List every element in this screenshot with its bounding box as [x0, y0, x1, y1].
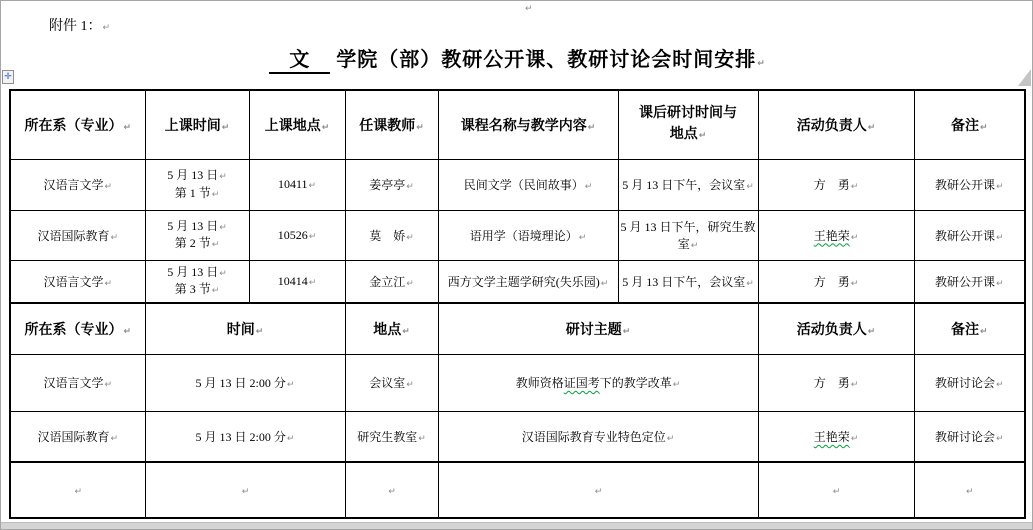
- paragraph-mark-icon: ↵: [995, 182, 1004, 192]
- cell-teacher: [345, 210, 438, 260]
- paragraph-mark-icon: ↵: [286, 433, 295, 444]
- cell-text: 汉语国际教育: [37, 228, 110, 243]
- cell-class-time: [145, 159, 249, 210]
- cell-place: [345, 411, 438, 462]
- cell-after-discussion: [618, 210, 758, 260]
- paragraph-mark-icon: ↵: [104, 182, 113, 192]
- cell-empty: [345, 462, 438, 518]
- paragraph-mark-icon: ↵: [622, 326, 631, 337]
- cell-text: 方 勇: [813, 274, 850, 289]
- paragraph-mark-icon: ↵: [867, 122, 876, 133]
- paragraph-mark-icon: ↵: [600, 278, 609, 289]
- cell-after-discussion: [618, 260, 758, 303]
- header-teacher-text: 任课教师: [359, 118, 416, 134]
- cell-topic: [438, 411, 758, 462]
- cell-after-discussion: [618, 159, 758, 210]
- cell-text: 教研公开课: [934, 178, 995, 192]
- cell-text: 10414: [277, 273, 308, 288]
- title-underlined-blank: 文: [269, 43, 330, 74]
- paragraph-mark-icon: ↵: [594, 486, 603, 497]
- cell-room: [249, 260, 345, 303]
- header-class-room: [249, 90, 345, 159]
- cell-text-spellchecked: 王艳荣: [813, 228, 850, 243]
- paragraph-mark-icon: ↵: [219, 222, 227, 233]
- cell-dept: [10, 260, 145, 303]
- cell-text: 西方文学主题学研究(失乐园): [447, 274, 600, 289]
- paragraph-mark-icon: ↵: [308, 181, 317, 191]
- cell-note: [914, 260, 1025, 303]
- cell-text: 会议室: [369, 376, 406, 390]
- cell-period: [148, 185, 247, 202]
- paragraph-mark-icon: ↵: [219, 268, 227, 279]
- paragraph-mark-icon: ↵: [211, 286, 220, 297]
- header-place-text: 地点: [373, 322, 402, 338]
- cell-empty: [438, 462, 758, 518]
- page-title: [1, 43, 1033, 74]
- cell-text-spellchecked: 王艳荣: [813, 429, 850, 444]
- paragraph-mark-icon: ↵: [221, 122, 230, 133]
- paragraph-mark-icon: ↵: [219, 172, 227, 183]
- cell-text: 汉语言文学: [43, 274, 104, 289]
- cell-dept: [10, 159, 145, 210]
- header-after-line2: [621, 125, 756, 145]
- cell-text: 第 2 节: [174, 236, 211, 250]
- cell-room: [249, 159, 345, 210]
- cell-empty: [10, 462, 145, 518]
- discussion-header-row: [10, 303, 1025, 354]
- cell-period: [148, 235, 247, 252]
- cell-text: 语用学（语境理论）: [469, 228, 578, 243]
- cell-text: 方 勇: [813, 178, 850, 192]
- paragraph-mark-icon: ↵: [123, 122, 132, 133]
- cell-teacher: [345, 159, 438, 210]
- attachment-label: [49, 15, 110, 35]
- cell-dept: [10, 411, 145, 462]
- header-topic: [438, 303, 758, 354]
- paragraph-mark-icon: ↵: [308, 231, 317, 242]
- paragraph-mark-icon: ↵: [757, 59, 766, 69]
- cell-empty: [914, 462, 1025, 518]
- header-dept: [10, 90, 145, 159]
- header-leader-text: 活动负责人: [796, 322, 867, 338]
- header-topic-text: 研讨主题: [565, 322, 622, 338]
- cell-date: [148, 218, 247, 235]
- header-note-text: 备注: [950, 118, 979, 134]
- cell-empty: [145, 462, 345, 518]
- paragraph-mark-icon: ↵: [850, 182, 859, 192]
- cell-leader: [758, 411, 914, 462]
- cell-course: [438, 159, 618, 210]
- header-course: [438, 90, 618, 159]
- paragraph-mark-icon: ↵: [666, 433, 675, 444]
- paragraph-mark-icon: ↵: [850, 232, 859, 243]
- paragraph-mark-icon: ↵: [690, 241, 699, 251]
- paragraph-mark-icon: ↵: [102, 23, 111, 33]
- window-bottom-edge: [1, 522, 1032, 529]
- paragraph-mark-icon: ↵: [832, 486, 841, 497]
- cell-text: 方 勇: [813, 376, 850, 390]
- paragraph-mark-icon: ↵: [123, 326, 132, 337]
- cell-text: 5 月 13 日: [167, 218, 219, 233]
- cell-text: 汉语国际教育: [37, 429, 110, 444]
- cell-note: [914, 411, 1025, 462]
- cell-note: [914, 210, 1025, 260]
- cell-text: 研究生教室: [357, 429, 418, 444]
- cell-text: 5 月 13 日: [167, 168, 219, 183]
- cell-period: [148, 281, 247, 298]
- cell-text: 民间文学（民间故事）: [463, 178, 584, 192]
- paragraph-mark-icon: ↵: [211, 189, 220, 200]
- open-class-header-row: [10, 90, 1025, 159]
- cell-text: 教研讨论会: [934, 429, 995, 444]
- cell-text: 汉语言文学: [43, 376, 104, 390]
- paragraph-mark-icon: ↵: [698, 130, 707, 141]
- paragraph-mark-icon: ↵: [110, 232, 119, 243]
- cell-text: 教研公开课: [934, 274, 995, 289]
- header-class-room-text: 上课地点: [264, 118, 321, 134]
- paragraph-mark-icon: ↵: [584, 182, 593, 192]
- cell-text: 教师资格: [515, 376, 564, 390]
- table-row: [10, 210, 1025, 260]
- paragraph-mark-icon: ↵: [418, 433, 426, 444]
- cell-text: 姜亭亭: [369, 178, 406, 192]
- paragraph-mark-icon: ↵: [587, 122, 596, 133]
- paragraph-mark-icon: ↵: [308, 277, 317, 288]
- cell-course: [438, 260, 618, 303]
- cell-text: 5 月 13 日 2:00 分: [195, 376, 286, 390]
- paragraph-mark-icon: ↵: [406, 380, 414, 390]
- paragraph-mark-icon: ↵: [286, 380, 295, 390]
- cell-text: 下的教学改革: [599, 376, 672, 390]
- paragraph-mark-icon: ↵: [672, 380, 681, 390]
- cell-date: [148, 264, 247, 281]
- cell-text: 教研讨论会: [934, 376, 995, 390]
- cell-text: 第 1 节: [174, 185, 211, 200]
- cell-leader: [758, 260, 914, 303]
- cell-text: 5 月 13 日 2:00 分: [195, 429, 286, 444]
- paragraph-mark-icon: ↵: [406, 278, 414, 289]
- cell-text: 10411: [277, 177, 308, 191]
- schedule-table: [9, 89, 1026, 519]
- table-move-handle-icon[interactable]: ✛: [2, 70, 14, 84]
- header-time: [145, 303, 345, 354]
- cell-class-time: [145, 210, 249, 260]
- table-row: [10, 354, 1025, 411]
- cell-text: 5 月 13 日: [167, 264, 219, 279]
- paragraph-mark-icon: ↵: [979, 122, 988, 133]
- header-place: [345, 303, 438, 354]
- page-edge-notch-icon: [1018, 69, 1031, 86]
- cell-place: [345, 354, 438, 411]
- header-class-time: [145, 90, 249, 159]
- paragraph-mark-icon: ↵: [525, 4, 533, 14]
- paragraph-mark-icon: ↵: [406, 182, 414, 192]
- cell-text: 5 月 13 日下午，会议室: [622, 178, 746, 192]
- header-leader: [758, 90, 914, 159]
- header-after-discussion: [618, 90, 758, 159]
- cell-text: 5 月 13 日下午，研究生教室: [620, 220, 756, 251]
- table-row: [10, 260, 1025, 303]
- paragraph-mark-icon: ↵: [104, 380, 113, 390]
- cell-dept: [10, 210, 145, 260]
- header-leader-text: 活动负责人: [796, 118, 867, 134]
- cell-note: [914, 354, 1025, 411]
- cell-date: [148, 167, 247, 184]
- cell-text-spellchecked: 证国考: [563, 376, 600, 390]
- cell-text: 第 3 节: [174, 282, 211, 297]
- paragraph-mark-icon: ↵: [746, 182, 754, 192]
- paragraph-mark-icon: ↵: [995, 433, 1004, 444]
- paragraph-mark-icon: ↵: [211, 240, 220, 250]
- paragraph-mark-icon: ↵: [850, 278, 859, 289]
- cell-time: [145, 354, 345, 411]
- paragraph-mark-icon: ↵: [965, 486, 974, 497]
- header-note: [914, 303, 1025, 354]
- header-dept-text: 所在系（专业）: [24, 322, 123, 338]
- paragraph-mark-icon: ↵: [388, 486, 396, 497]
- cell-leader: [758, 210, 914, 260]
- header-after-line1: [621, 104, 756, 124]
- cell-text: 教研公开课: [934, 228, 995, 243]
- paragraph-mark-icon: ↵: [104, 278, 113, 289]
- cell-course: [438, 210, 618, 260]
- cell-dept: [10, 354, 145, 411]
- header-teacher: [345, 90, 438, 159]
- header-note-text: 备注: [950, 322, 979, 338]
- header-leader: [758, 303, 914, 354]
- header-class-time-text: 上课时间: [164, 118, 221, 134]
- cell-text: 金立江: [369, 274, 406, 289]
- table-row: [10, 159, 1025, 210]
- paragraph-mark-icon: ↵: [416, 122, 424, 133]
- cell-topic: [438, 354, 758, 411]
- header-course-text: 课程名称与教学内容: [460, 118, 587, 134]
- paragraph-mark-icon: ↵: [746, 278, 754, 289]
- cell-empty: [758, 462, 914, 518]
- cell-leader: [758, 354, 914, 411]
- attachment-text: 附件 1：: [49, 19, 102, 34]
- header-dept-text: 所在系（专业）: [24, 118, 123, 134]
- empty-row: [10, 462, 1025, 518]
- header-note: [914, 90, 1025, 159]
- paragraph-mark-icon: ↵: [578, 232, 587, 243]
- cell-time: [145, 411, 345, 462]
- paragraph-mark-icon: ↵: [406, 232, 414, 243]
- paragraph-mark-icon: ↵: [995, 380, 1004, 390]
- paragraph-mark-icon: ↵: [255, 326, 264, 337]
- cell-room: [249, 210, 345, 260]
- paragraph-mark-icon: ↵: [850, 433, 859, 444]
- paragraph-mark-icon: ↵: [867, 326, 876, 337]
- cell-text: 10526: [277, 227, 308, 242]
- title-text: 学院（部）教研公开课、教研讨论会时间安排: [336, 49, 757, 71]
- paragraph-mark-icon: ↵: [110, 433, 119, 444]
- table-row: [10, 411, 1025, 462]
- header-dept: [10, 303, 145, 354]
- paragraph-mark-icon: ↵: [995, 278, 1004, 289]
- header-after-line2-text: 地点: [669, 126, 698, 142]
- cell-text: 汉语言文学: [43, 178, 104, 192]
- paragraph-mark-icon: ↵: [979, 326, 988, 337]
- cell-leader: [758, 159, 914, 210]
- paragraph-mark-icon: ↵: [321, 122, 330, 133]
- paragraph-mark-icon: ↵: [74, 486, 83, 497]
- paragraph-mark-icon: ↵: [402, 326, 410, 337]
- header-time-text: 时间: [226, 322, 255, 338]
- cell-text: 莫 娇: [369, 228, 406, 243]
- paragraph-mark-icon: ↵: [241, 486, 250, 497]
- cell-text: 汉语国际教育专业特色定位: [521, 429, 666, 444]
- cell-class-time: [145, 260, 249, 303]
- paragraph-mark-icon: ↵: [995, 232, 1004, 243]
- cell-teacher: [345, 260, 438, 303]
- header-after-line1-text: 课后研讨时间与: [639, 106, 737, 122]
- paragraph-mark-icon: ↵: [850, 380, 859, 390]
- cell-text: 5 月 13 日下午，会议室: [622, 274, 746, 289]
- cell-note: [914, 159, 1025, 210]
